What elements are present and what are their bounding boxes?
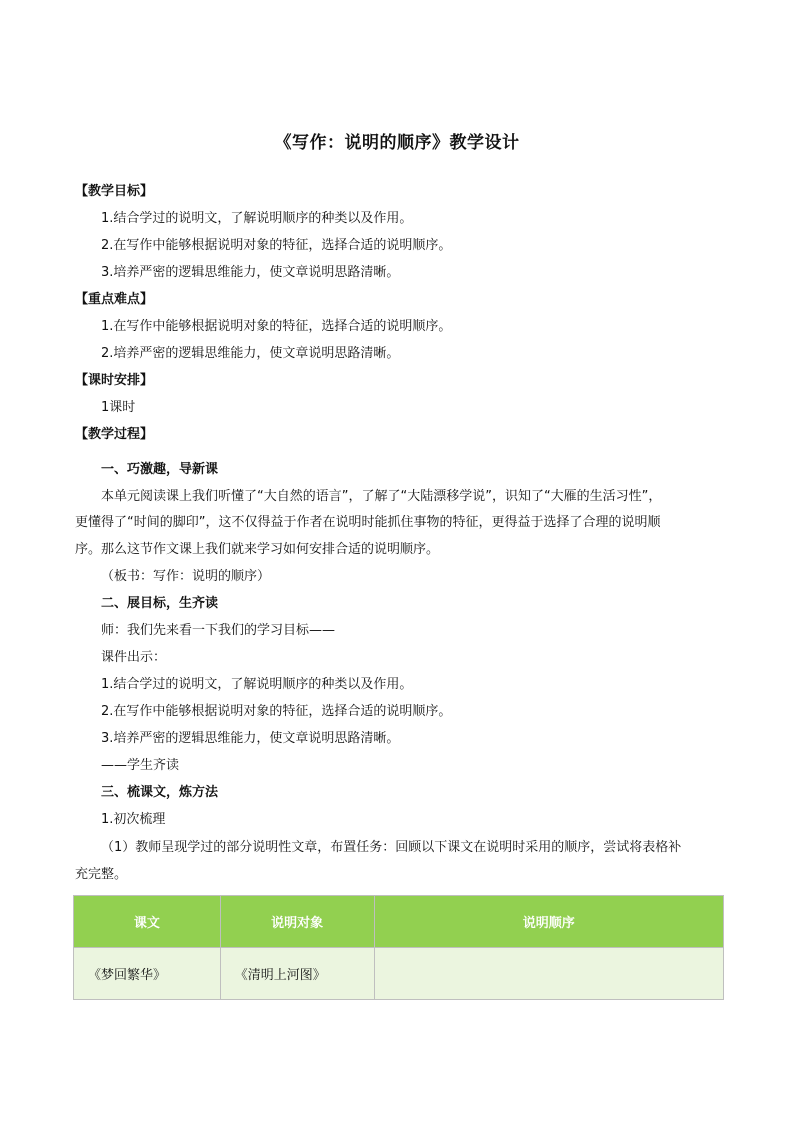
goal-repeat-item: 2.在写作中能够根据说明对象的特征，选择合适的说明顺序。 bbox=[101, 704, 452, 719]
key-item: 1.在写作中能够根据说明对象的特征，选择合适的说明顺序。 bbox=[101, 319, 452, 334]
paragraph-line: 更懂得了“时间的脚印”，这不仅得益于作者在说明时能抓住事物的特征，更得益于选择了合理的说明顺 bbox=[75, 515, 661, 530]
lesson-table bbox=[73, 895, 724, 1000]
table-cell: 《梦回繁华》 bbox=[74, 948, 221, 1000]
section-heading-schedule: 【课时安排】 bbox=[75, 373, 154, 388]
key-item: 2.培养严密的逻辑思维能力，使文章说明思路清晰。 bbox=[101, 346, 400, 361]
courseware-label: 课件出示： bbox=[101, 650, 167, 665]
step-title: 三、梳课文，炼方法 bbox=[101, 785, 219, 800]
paragraph-line: （1）教师呈现学过的部分说明性文章，布置任务：回顾以下课文在说明时采用的顺序，尝试将表格补 bbox=[101, 840, 682, 855]
goal-repeat-item: 1.结合学过的说明文，了解说明顺序的种类以及作用。 bbox=[101, 677, 413, 692]
goal-item: 1.结合学过的说明文，了解说明顺序的种类以及作用。 bbox=[101, 211, 413, 226]
table-header-cell: 说明顺序 bbox=[374, 896, 723, 948]
table-header-cell: 说明对象 bbox=[220, 896, 374, 948]
sub-step: 1.初次梳理 bbox=[101, 812, 166, 827]
paragraph-line: 本单元阅读课上我们听懂了“大自然的语言”，了解了“大陆漂移学说”，识知了“大雁的生活习性”， bbox=[101, 489, 662, 504]
goal-item: 2.在写作中能够根据说明对象的特征，选择合适的说明顺序。 bbox=[101, 238, 452, 253]
table-cell[interactable] bbox=[374, 948, 723, 1000]
paragraph-line: 序。那么这节作文课上我们就来学习如何安排合适的说明顺序。 bbox=[75, 542, 440, 557]
table-cell: 《清明上河图》 bbox=[220, 948, 374, 1000]
goal-item: 3.培养严密的逻辑思维能力，使文章说明思路清晰。 bbox=[101, 265, 400, 280]
schedule-text: 1课时 bbox=[101, 400, 136, 415]
teacher-line: 师：我们先来看一下我们的学习目标—— bbox=[101, 623, 336, 638]
page-title: 《写作：说明的顺序》教学设计 bbox=[274, 133, 520, 153]
step-title: 二、展目标，生齐读 bbox=[101, 596, 219, 611]
students-read: ——学生齐读 bbox=[101, 758, 180, 773]
section-heading-key: 【重点难点】 bbox=[75, 292, 154, 307]
goal-repeat-item: 3.培养严密的逻辑思维能力，使文章说明思路清晰。 bbox=[101, 731, 400, 746]
section-heading-process: 【教学过程】 bbox=[75, 427, 154, 442]
table-header-cell: 课文 bbox=[74, 896, 221, 948]
board-note: （板书：写作：说明的顺序） bbox=[101, 569, 271, 584]
table-header-row bbox=[74, 896, 724, 948]
step-title: 一、巧激趣，导新课 bbox=[101, 462, 219, 477]
paragraph-line: 充完整。 bbox=[75, 867, 128, 882]
table-row bbox=[74, 948, 724, 1000]
section-heading-goals: 【教学目标】 bbox=[75, 184, 154, 199]
